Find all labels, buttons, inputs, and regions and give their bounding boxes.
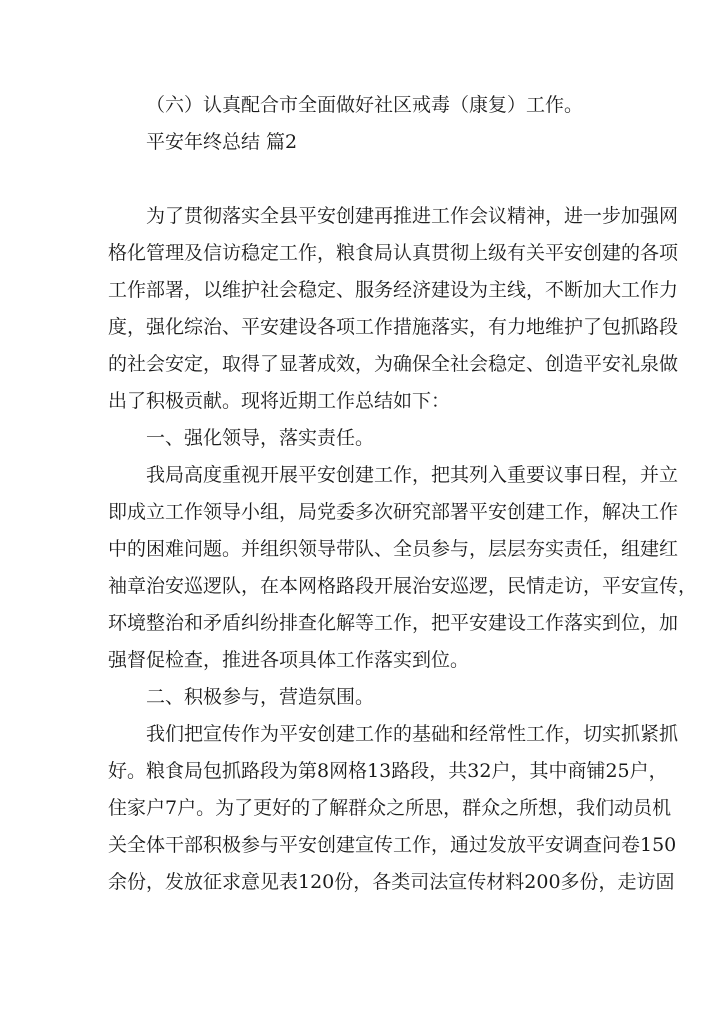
section-one-paragraph-line: 即成立工作领导小组，局党委多次研究部署平安创建工作，解决工作 (108, 501, 679, 523)
section-one-paragraph-line: 强督促检查，推进各项具体工作落实到位。 (108, 649, 470, 671)
intro-paragraph-line: 的社会安定，取得了显著成效，为确保全社会稳定、创造平安礼泉做 (108, 353, 679, 375)
section-heading-two: 二、积极参与，营造氛围。 (146, 686, 375, 708)
section-two-paragraph-line: 余份，发放征求意见表120份，各类司法宣传材料200多份，走访固 (108, 871, 675, 893)
intro-paragraph-line: 格化管理及信访稳定工作，粮食局认真贯彻上级有关平安创建的各项 (108, 242, 679, 264)
section-two-paragraph-line: 好。粮食局包抓路段为第8网格13路段，共32户，其中商铺25户， (108, 760, 668, 782)
article-title: 平安年终总结 篇2 (146, 131, 298, 153)
section-item-six: （六）认真配合市全面做好社区戒毒（康复）工作。 (146, 94, 584, 116)
intro-paragraph-line: 出了积极贡献。现将近期工作总结如下： (108, 390, 451, 412)
section-one-paragraph-line: 环境整治和矛盾纠纷排查化解等工作，把平安建设工作落实到位，加 (108, 612, 679, 634)
section-two-paragraph-line: 住家户7户。为了更好的了解群众之所思，群众之所想，我们动员机 (108, 797, 672, 819)
section-one-paragraph-line: 我局高度重视开展平安创建工作，把其列入重要议事日程，并立 (146, 464, 679, 486)
intro-paragraph-line: 为了贯彻落实全县平安创建再推进工作会议精神，进一步加强网 (146, 205, 679, 227)
section-one-paragraph-line: 中的困难问题。并组织领导带队、全员参与，层层夯实责任，组建红 (108, 538, 679, 560)
section-two-paragraph-line: 我们把宣传作为平安创建工作的基础和经常性工作，切实抓紧抓 (146, 723, 679, 745)
section-heading-one: 一、强化领导，落实责任。 (146, 427, 375, 449)
section-two-paragraph-line: 关全体干部积极参与平安创建宣传工作，通过发放平安调查问卷150 (108, 834, 677, 856)
intro-paragraph-line: 工作部署，以维护社会稳定、服务经济建设为主线，不断加大工作力 (108, 279, 679, 301)
section-one-paragraph-line: 袖章治安巡逻队，在本网格路段开展治安巡逻，民情走访，平安宣传， (108, 575, 698, 597)
intro-paragraph-line: 度，强化综治、平安建设各项工作措施落实，有力地维护了包抓路段 (108, 316, 679, 338)
